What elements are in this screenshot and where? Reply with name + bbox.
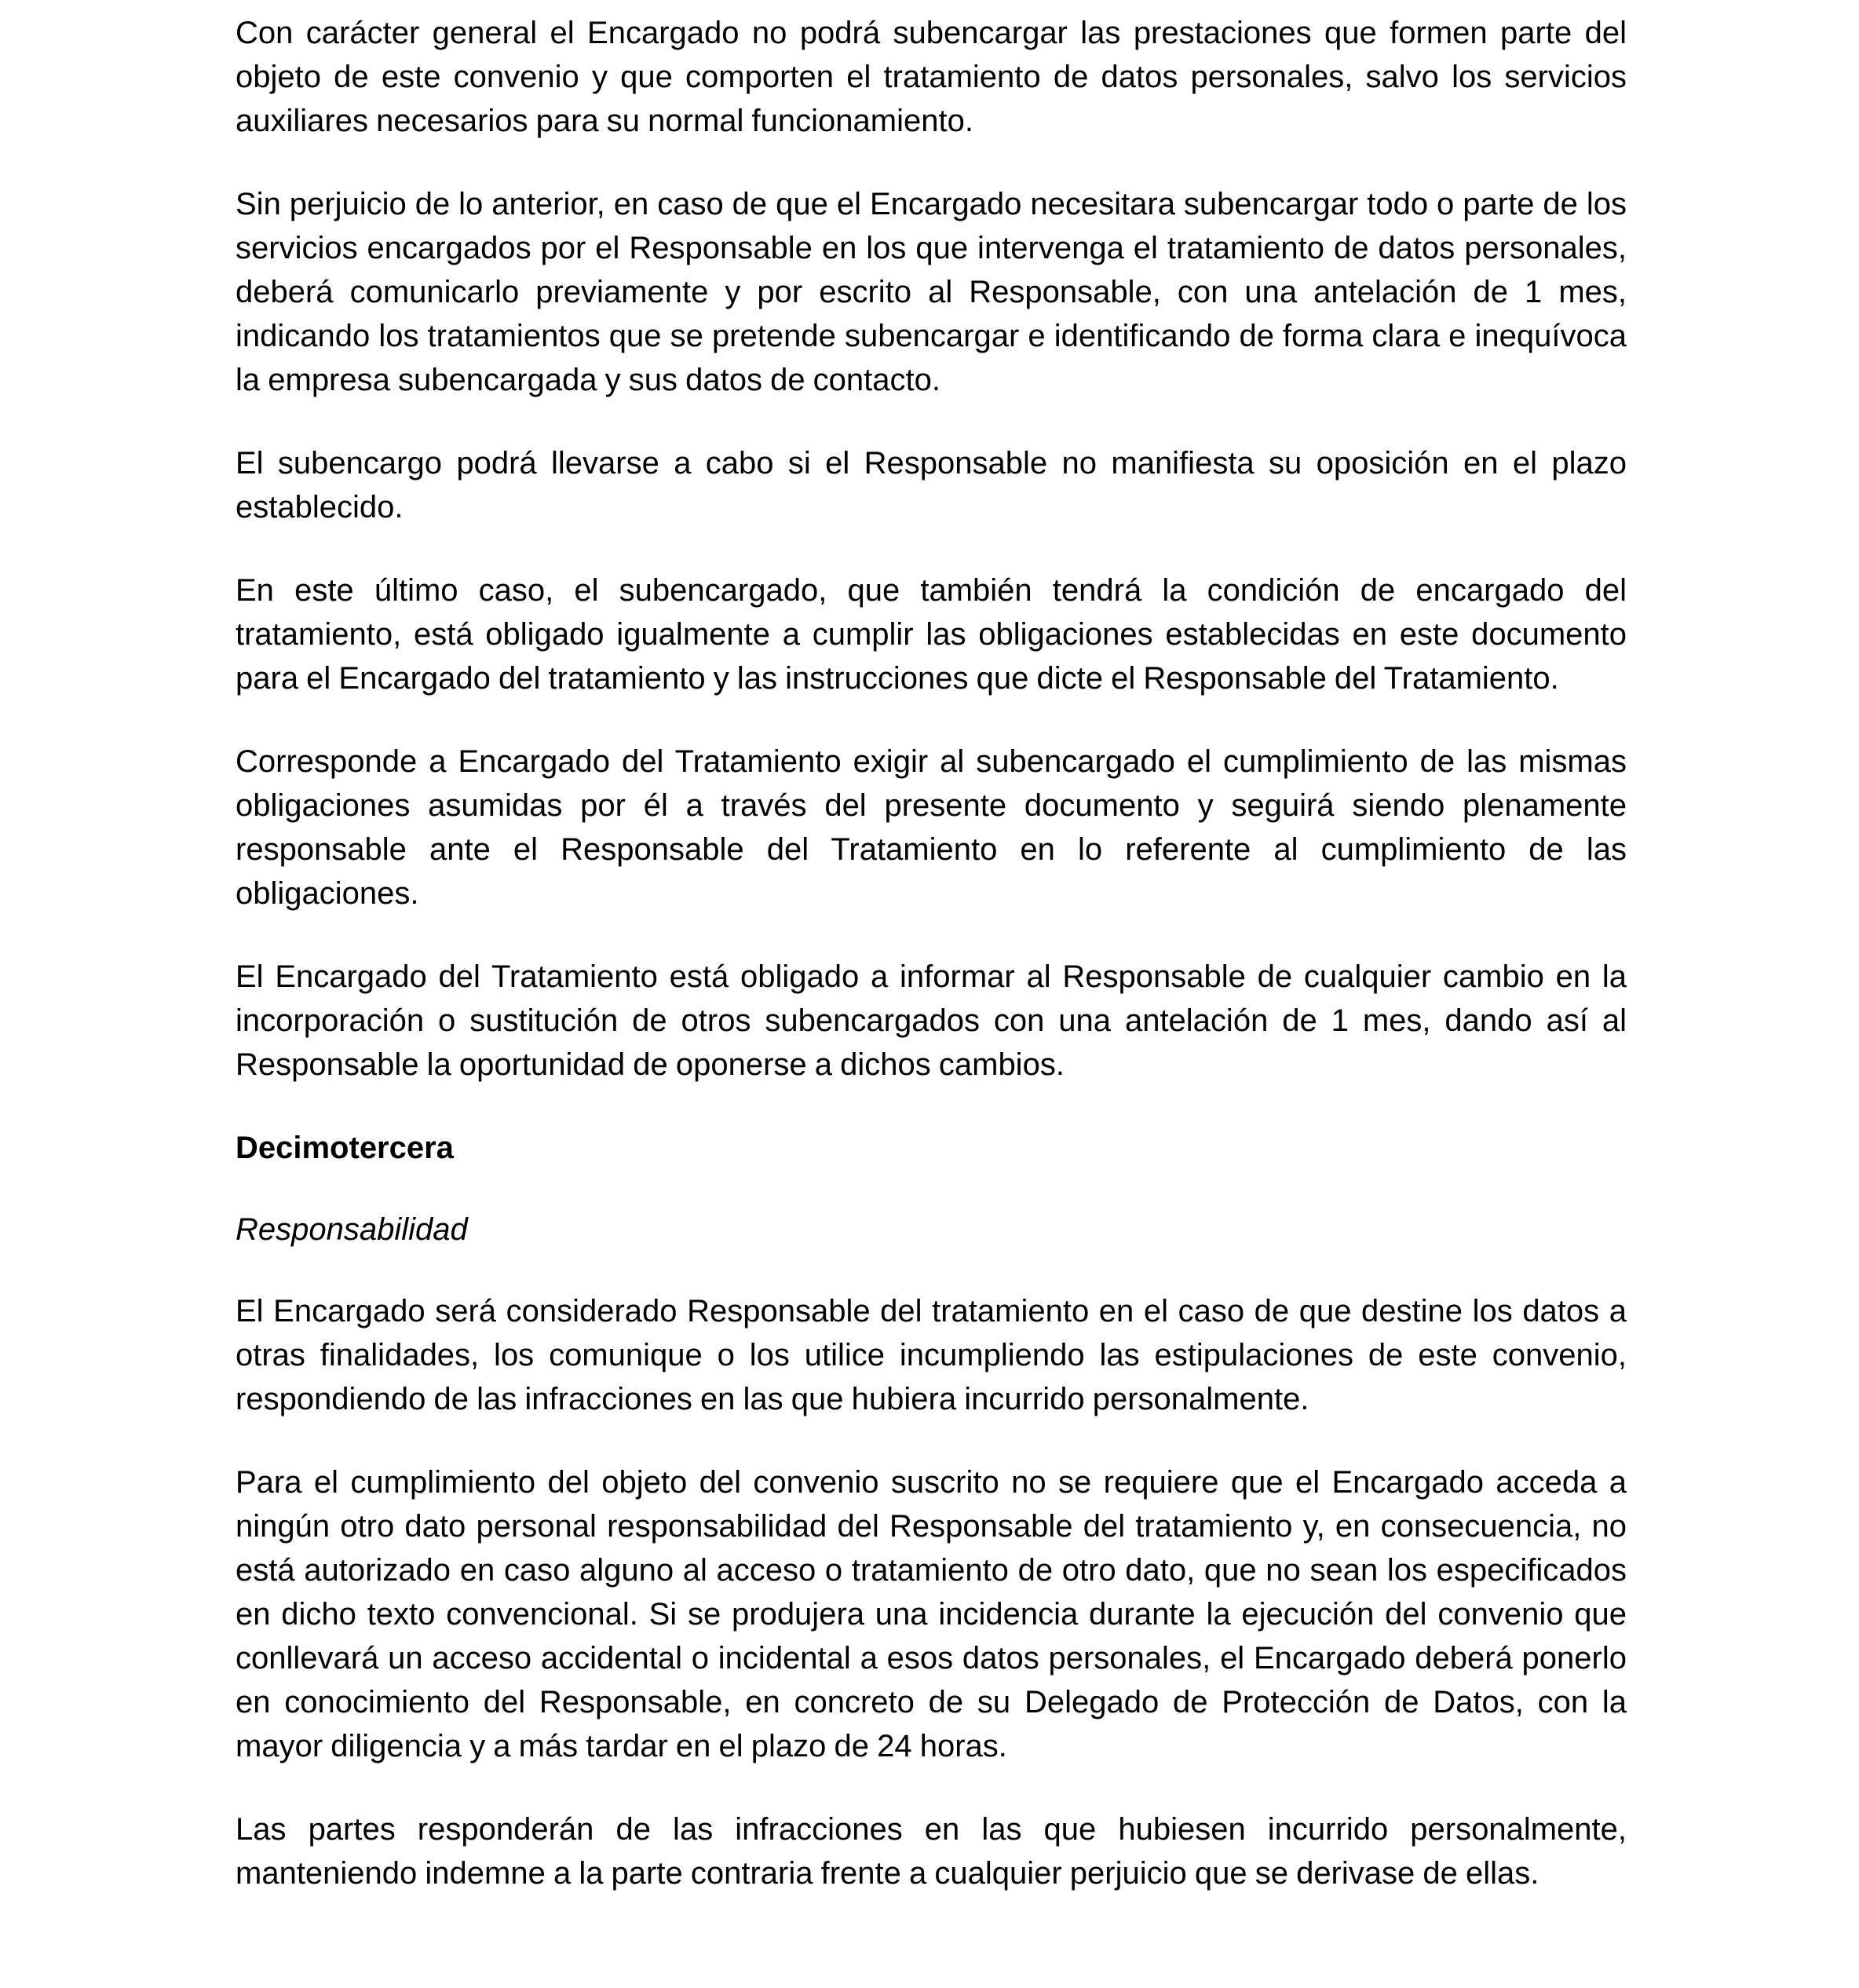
paragraph-exigencia-cumplimiento: Corresponde a Encargado del Tratamiento exigir al subencargado el cumplimiento de las mismas obligaciones asumidas por él a través del presente documento y seguirá siendo plenamente responsable ante el Responsable del Tratamiento en lo referente al cumplimiento de las obligaciones. bbox=[236, 744, 1627, 911]
paragraph-acceso-datos: Para el cumplimiento del objeto del convenio suscrito no se requiere que el Encargado acceda a ningún otro dato personal responsabilidad del Responsable del tratamiento y, en consecuencia, no está autorizado en caso alguno al acceso o tratamiento de otro dato, que no sean los especificados en dicho texto convencional. Si se produjera una incidencia durante la ejecución del convenio que conllevará un acceso accidental o incidental a esos datos personales, el Encargado deberá ponerlo en conocimiento del Responsable, en concreto de su Delegado de Protección de Datos, con la mayor diligencia y a más tardar en el plazo de 24 horas. bbox=[236, 1465, 1627, 1763]
paragraph-responsabilidad-encargado: El Encargado será considerado Responsable del tratamiento en el caso de que destine los datos a otras finalidades, los comunique o los utilice incumpliendo las estipulaciones de este convenio, respondiendo de las infracciones en las que hubiera incurrido personalmente. bbox=[236, 1294, 1627, 1416]
paragraph-informar-cambios: El Encargado del Tratamiento está obligado a informar al Responsable de cualquier cambio en la incorporación o sustitución de otros subencargados con una antelación de 1 mes, dando así al Responsable la oportunidad de oponerse a dichos cambios. bbox=[236, 959, 1627, 1082]
paragraph-subencargado-obligaciones: En este último caso, el subencargado, que también tendrá la condición de encargado del tratamiento, está obligado igualmente a cumplir las obligaciones establecidas en este documento para el Encargado del tratamiento y las instrucciones que dicte el Responsable del Tratamiento. bbox=[236, 573, 1627, 696]
section-heading: Decimotercera bbox=[236, 1131, 454, 1165]
paragraph-subencargo-oposicion: El subencargo podrá llevarse a cabo si el Responsable no manifiesta su oposición en el plazo establecido. bbox=[236, 446, 1627, 524]
paragraph-subencargo-comunicacion: Sin perjuicio de lo anterior, en caso de que el Encargado necesitara subencargar todo o parte de los servicios encargados por el Responsable en los que intervenga el tratamiento de datos personales, deberá comunicarlo previamente y por escrito al Responsable, con una antelación de 1 mes, indicando los tratamientos que se pretende subencargar e identificando de forma clara e inequívoca la empresa subencargada y sus datos de contacto. bbox=[236, 187, 1627, 397]
section-subheading: Responsabilidad bbox=[236, 1212, 468, 1247]
paragraph-infracciones-partes: Las partes responderán de las infracciones en las que hubiesen incurrido personalmente, manteniendo indemne a la parte contraria frente a cualquier perjuicio que se derivase de ellas. bbox=[236, 1812, 1627, 1891]
document-page bbox=[236, 11, 1627, 1935]
paragraph-subencargo-general: Con carácter general el Encargado no podrá subencargar las prestaciones que formen parte del objeto de este convenio y que comporten el tratamiento de datos personales, salvo los servicios auxiliares necesarios para su normal funcionamiento. bbox=[236, 16, 1627, 138]
